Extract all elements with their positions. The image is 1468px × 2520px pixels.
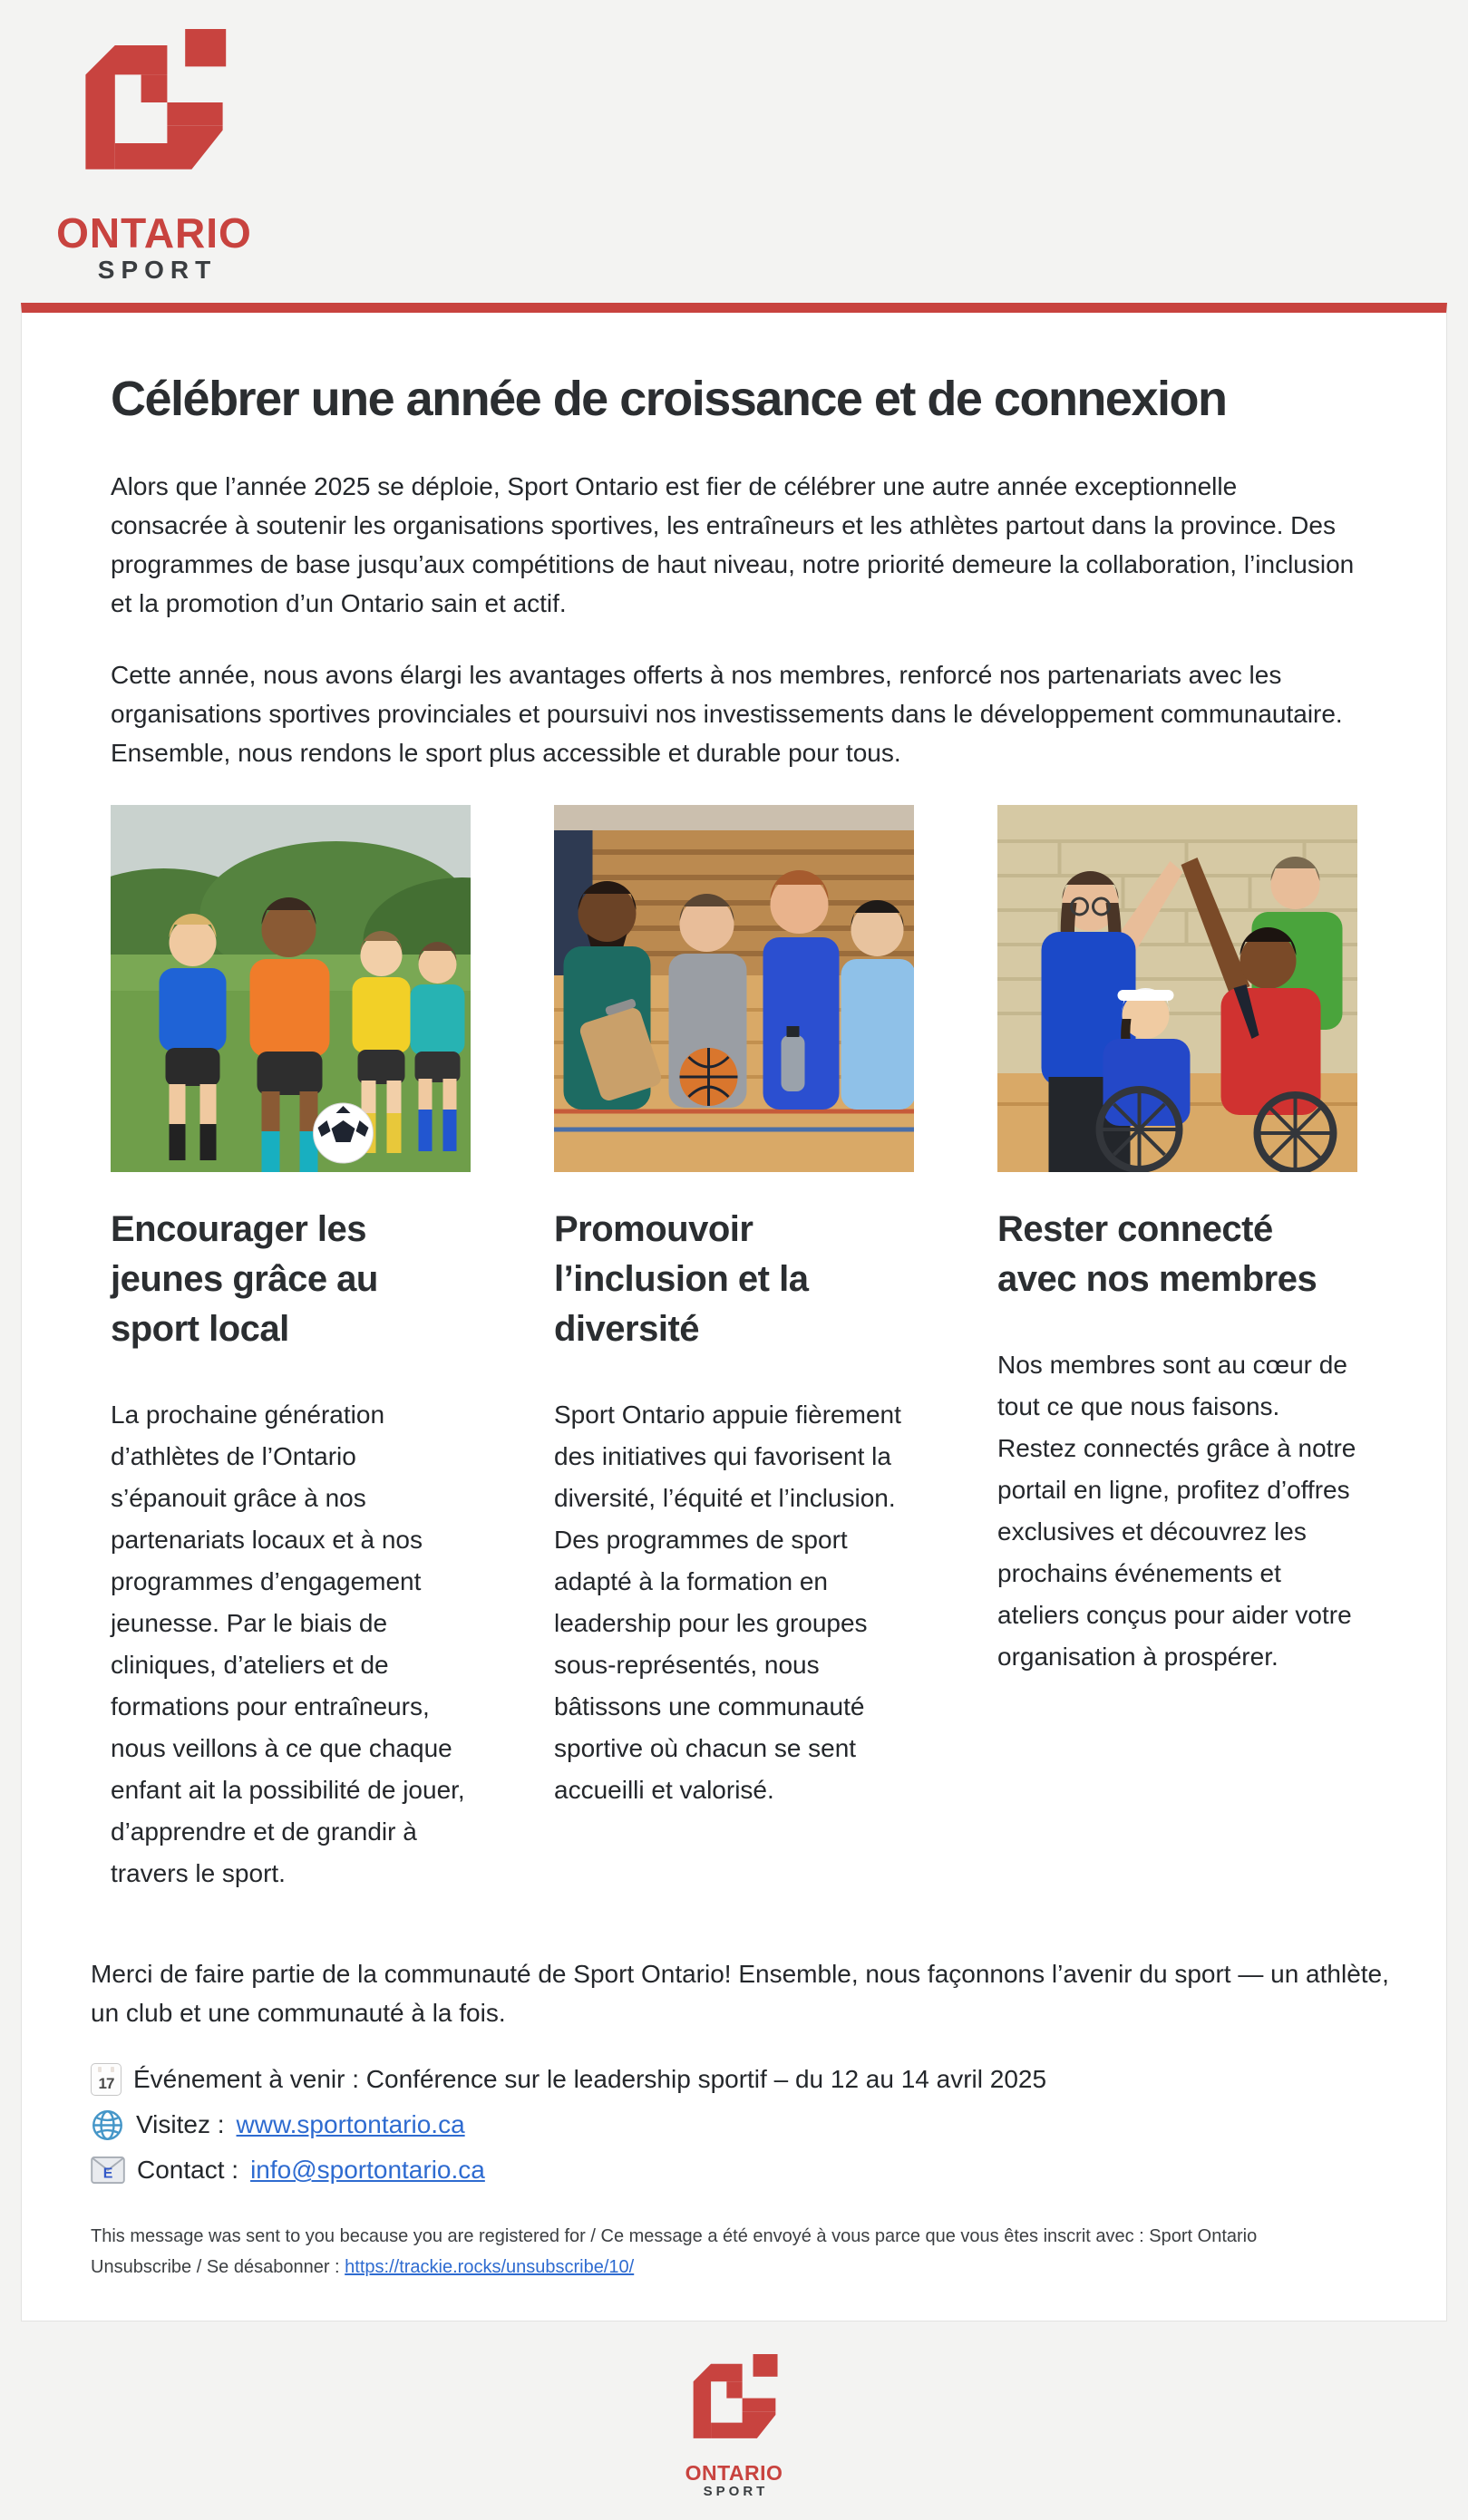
logo-wordmark: ONTARIO <box>56 209 252 257</box>
logo-subword: SPORT <box>703 2484 769 2500</box>
feature-column-inclusion <box>554 805 914 1895</box>
contact-email-link[interactable]: info@sportontario.ca <box>250 2156 485 2185</box>
intro-paragraph: Cette année, nous avons élargi les avantages offerts à nos membres, renforcé nos partenariats avec les organisations sportives provinciales et poursuivi nos investissements dans le développement communautaire. Ensemble, nous rendons le sport plus accessible et durable pour tous. <box>111 661 1343 768</box>
intro-paragraph: Alors que l’année 2025 se déploie, Sport Ontario est fier de célébrer une autre année exceptionnelle consacrée à soutenir les organisations sportives, les entraîneurs et les athlètes partout dans la province. Des programmes de base jusqu’aux compétitions de haut niveau, notre priorité demeure la collaboration, l’inclusion et la promotion d’un Ontario sain et actif. <box>111 472 1355 618</box>
youth-soccer-photo <box>111 805 471 1172</box>
coaches-gym-photo <box>554 805 914 1172</box>
feature-column-youth-sport <box>111 805 471 1895</box>
visit-line <box>91 2105 1392 2145</box>
column-body: Sport Ontario appuie fièrement des initiatives qui favorisent la diversité, l’équité et l’inclusion. Des programmes de sport adapté à la formation en leadership pour les groupes sous-représentés, nous bâtissons une communauté sportive où chacun se sent accueilli et valorisé. <box>554 1401 901 1805</box>
feature-column-members <box>997 805 1357 1895</box>
feature-columns <box>111 805 1357 1895</box>
thanks-paragraph: Merci de faire partie de la communauté de Sport Ontario! Ensemble, nous façonnons l’avenir du sport — un athlète, un club et une communauté à la fois. <box>91 1960 1389 2028</box>
footer-section <box>22 1895 1446 2283</box>
wheelchair-highfive-photo <box>997 805 1357 1172</box>
sport-ontario-monogram-icon <box>685 2354 783 2457</box>
sport-ontario-logo <box>44 24 265 285</box>
column-heading: Rester connecté avec nos membres <box>997 1209 1317 1300</box>
legal-line-2: Unsubscribe / Se désabonner : https://trackie.rocks/unsubscribe/10/ <box>91 2257 635 2278</box>
email-icon <box>91 2157 125 2184</box>
intro-paragraphs <box>111 467 1357 772</box>
article-section <box>22 313 1446 1895</box>
column-body: La prochaine génération d’athlètes de l’Ontario s’épanouit grâce à nos partenariats locaux et à nos programmes d’engagement jeunesse. Par le biais de cliniques, d’ateliers et de formations pour entraîneurs, nous veillons à ce que chaque enfant ait la possibilité de jouer, d’apprendre et de grandir à travers le sport. <box>111 1401 465 1888</box>
bottom-band <box>0 2321 1468 2520</box>
email-header <box>0 0 1468 303</box>
contact-label: Contact : <box>137 2156 239 2185</box>
column-heading: Encourager les jeunes grâce au sport local <box>111 1209 378 1350</box>
sport-ontario-logo-small <box>653 2354 816 2500</box>
logo-wordmark: ONTARIO <box>685 2461 783 2486</box>
legal-line-1: This message was sent to you because you are registered for / Ce message a été envoyé à vous parce que vous êtes inscrit avec : Sport Ontario <box>91 2226 1258 2247</box>
column-body: Nos membres sont au cœur de tout ce que nous faisons. Restez connectés grâce à notre portail en ligne, profitez d’offres exclusives et découvrez les prochains événements et ateliers conçus pour aider votre organisation à prospérer. <box>997 1351 1356 1672</box>
globe-icon <box>91 2108 124 2142</box>
contact-line <box>91 2150 1392 2190</box>
unsubscribe-link[interactable]: https://trackie.rocks/unsubscribe/10/ <box>345 2257 635 2278</box>
event-text: Événement à venir : Conférence sur le leadership sportif – du 12 au 14 avril 2025 <box>133 2065 1047 2094</box>
legal-text <box>91 2221 1392 2283</box>
website-link[interactable]: www.sportontario.ca <box>236 2110 465 2139</box>
event-line <box>91 2060 1392 2099</box>
sport-ontario-monogram-icon <box>73 24 236 202</box>
calendar-icon: 17 <box>91 2063 122 2096</box>
svg-text:E: E <box>102 2166 113 2182</box>
page-title: Célébrer une année de croissance et de connexion <box>111 372 1227 427</box>
newsletter-card <box>21 303 1447 2321</box>
visit-label: Visitez : <box>136 2110 225 2139</box>
column-heading: Promouvoir l’inclusion et la diversité <box>554 1209 809 1350</box>
logo-subword: SPORT <box>97 256 218 285</box>
